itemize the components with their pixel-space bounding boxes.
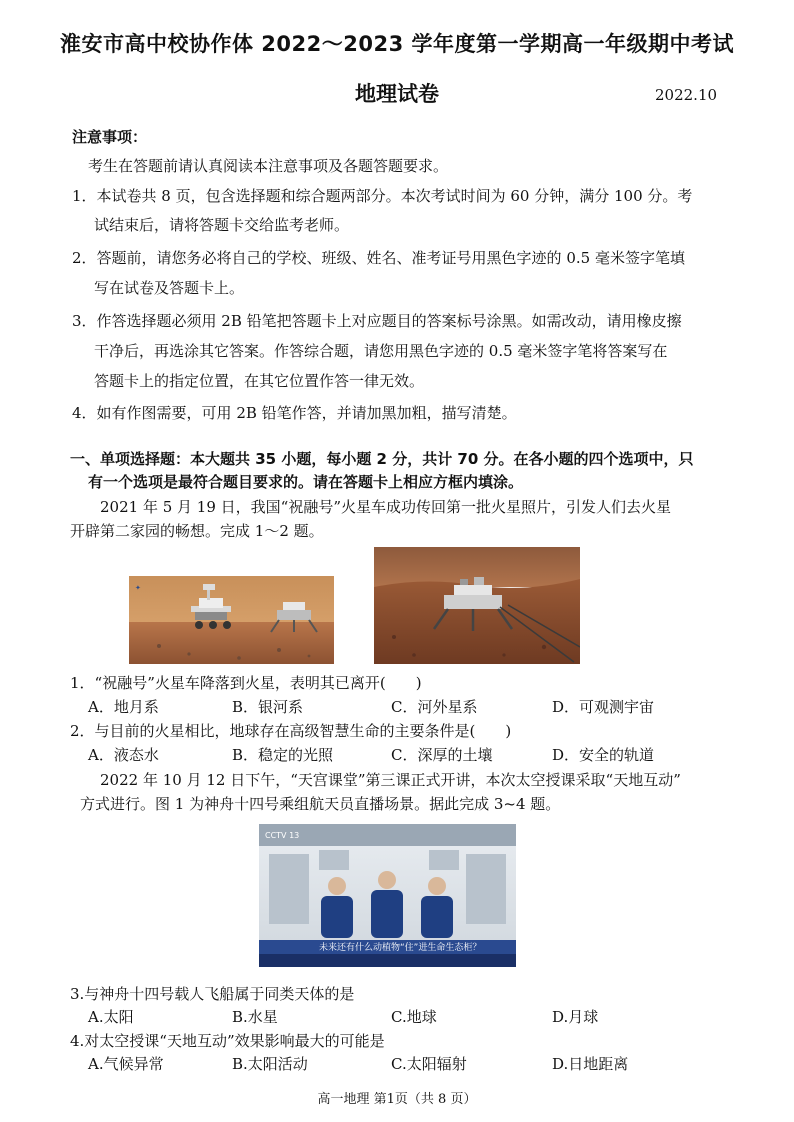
q4-option-d[interactable]: D.日地距离 (552, 1055, 629, 1073)
q4-option-c[interactable]: C.太阳辐射 (391, 1055, 467, 1073)
mars-lander-photo-2 (374, 547, 580, 664)
notice-heading: 注意事项： (72, 128, 148, 146)
q2-option-d[interactable]: D．安全的轨道 (552, 746, 655, 764)
svg-text:✦: ✦ (135, 584, 141, 592)
exam-date: 2022.10 (655, 86, 718, 104)
q2-option-b[interactable]: B．稳定的光照 (232, 746, 334, 764)
broadcast-caption: 未来还有什么动植物“住”进生命生态柜？ (319, 943, 482, 953)
notice-item-3-line-2: 干净后，再选涂其它答案。作答综合题，请您用黑色字迹的 0.5 毫米签字笔将答案写在 (94, 342, 668, 360)
q1-option-d[interactable]: D．可观测宇宙 (552, 698, 655, 716)
q1-option-c[interactable]: C．河外星系 (391, 698, 478, 716)
q1-option-a[interactable]: A．地月系 (88, 698, 159, 716)
section-heading-line-2: 有一个选项是最符合题目要求的。请在答题卡上相应方框内填涂。 (88, 473, 524, 491)
material-2-line-1: 2022 年 10 月 12 日下午，“天宫课堂”第三课正式开讲，本次太空授课采取“天地互动” (100, 771, 681, 789)
cctv-logo: CCTV 13 (265, 831, 300, 840)
notice-item-2-line-1: 2．答题前，请您务必将自己的学校、班级、姓名、准考证号用黑色字迹的 0.5 毫米签字笔填 (72, 249, 685, 267)
material-1-line-2: 开辟第二家园的畅想。完成 1～2 题。 (70, 522, 324, 540)
notice-intro: 考生在答题前请认真阅读本注意事项及各题答题要求。 (88, 157, 449, 175)
q3-option-c[interactable]: C.地球 (391, 1008, 437, 1026)
section-heading-line-1: 一、单项选择题：本大题共 35 小题，每小题 2 分，共计 70 分。在各小题的四个选项中，只 (70, 450, 694, 468)
q4-option-b[interactable]: B.太阳活动 (232, 1055, 308, 1073)
notice-item-4-line-1: 4．如有作图需要，可用 2B 铅笔作答，并请加黑加粗，描写清楚。 (72, 404, 517, 422)
notice-item-1-line-2: 试结束后，请将答题卡交给监考老师。 (94, 216, 350, 234)
q3-option-a[interactable]: A.太阳 (88, 1008, 134, 1026)
q1-option-b[interactable]: B．银河系 (232, 698, 304, 716)
mars-rover-photo-1 (129, 576, 334, 664)
q4-option-a[interactable]: A.气候异常 (88, 1055, 164, 1073)
q3-option-d[interactable]: D.月球 (552, 1008, 599, 1026)
exam-title: 淮安市高中校协作体 2022～2023 学年度第一学期高一年级期中考试 (59, 32, 734, 56)
astronaut-broadcast-photo (259, 824, 516, 967)
question-4-stem: 4.对太空授课“天地互动”效果影响最大的可能是 (70, 1032, 385, 1050)
question-3-stem: 3.与神舟十四号载人飞船属于同类天体的是 (70, 985, 355, 1003)
exam-subtitle: 地理试卷 (355, 82, 439, 106)
page-footer: 高一地理 第1页（共 8 页） (317, 1092, 477, 1107)
notice-item-3-line-1: 3．作答选择题必须用 2B 铅笔把答题卡上对应题目的答案标号涂黑。如需改动，请用橡皮擦 (72, 312, 682, 330)
notice-item-3-line-3: 答题卡上的指定位置，在其它位置作答一律无效。 (94, 372, 425, 390)
q2-option-a[interactable]: A．液态水 (88, 746, 159, 764)
notice-item-1-line-1: 1．本试卷共 8 页，包含选择题和综合题两部分。本次考试时间为 60 分钟，满分 100 分。考 (72, 187, 693, 205)
material-2-line-2: 方式进行。图 1 为神舟十四号乘组航天员直播场景。据此完成 3~4 题。 (80, 795, 561, 813)
q3-option-b[interactable]: B.水星 (232, 1008, 278, 1026)
q2-option-c[interactable]: C．深厚的土壤 (391, 746, 493, 764)
question-1-stem: 1．“祝融号”火星车降落到火星，表明其已离开( ) (70, 674, 422, 692)
notice-item-2-line-2: 写在试卷及答题卡上。 (94, 279, 245, 297)
material-1-line-1: 2021 年 5 月 19 日，我国“祝融号”火星车成功传回第一批火星照片，引发人们去火星 (100, 498, 671, 516)
question-2-stem: 2．与目前的火星相比，地球存在高级智慧生命的主要条件是( ) (70, 722, 512, 740)
